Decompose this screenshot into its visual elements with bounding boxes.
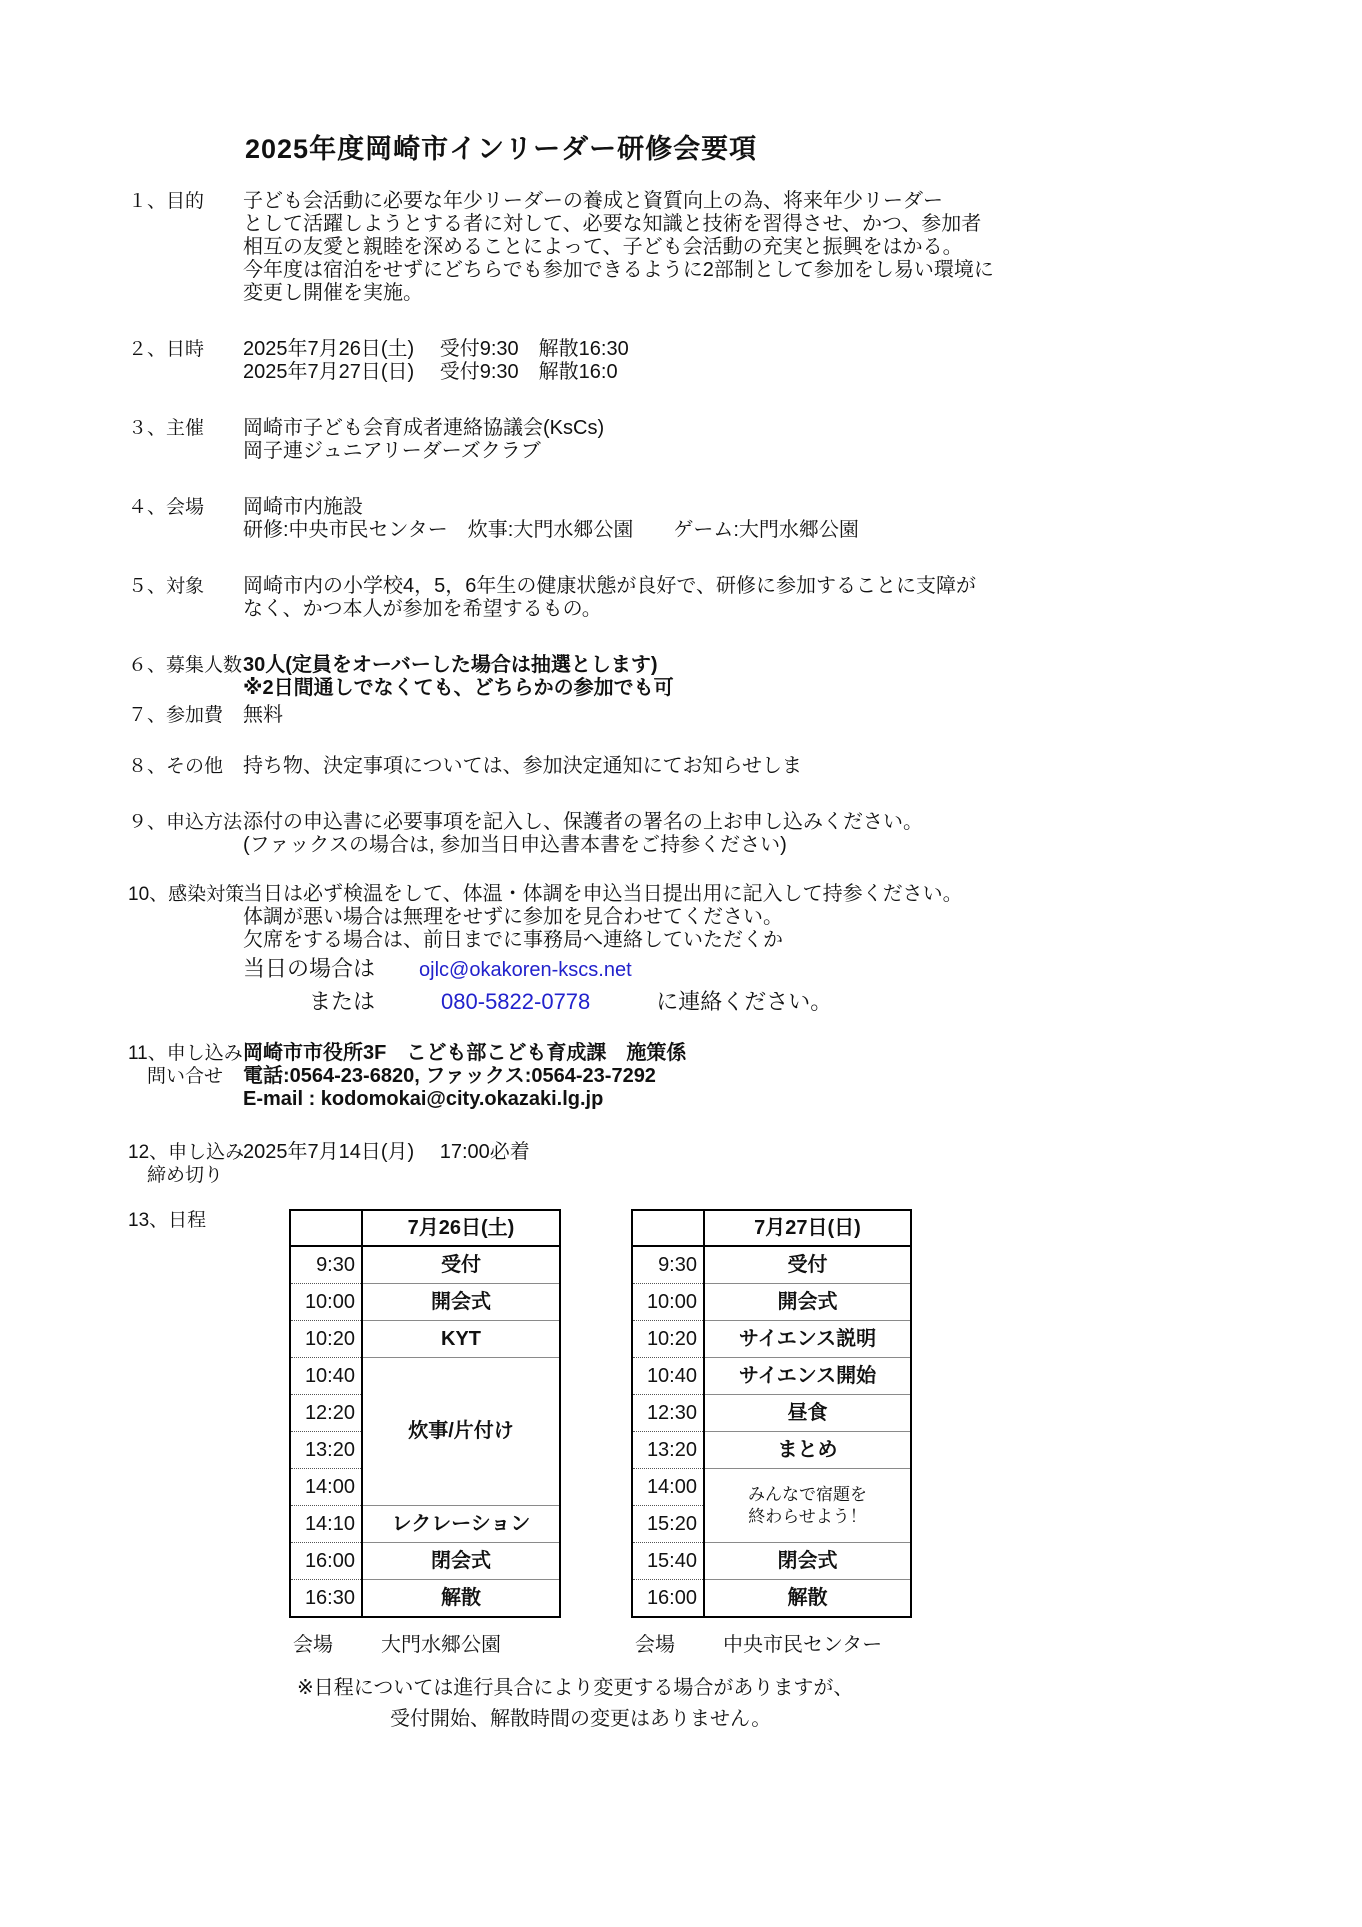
schedule-note-line: 受付開始、解散時間の変更はありません。 xyxy=(390,1708,772,1730)
section-label-line: 締め切り xyxy=(128,1165,224,1186)
schedule-note xyxy=(243,1673,1322,1735)
content-line: 30人(定員をオーバーした場合は抽選とします) xyxy=(243,654,658,676)
time-cell: 9:30 xyxy=(290,1246,362,1284)
table-date-header: 7月26日(土) xyxy=(362,1210,560,1246)
activity-cell: 炊事/片付け xyxy=(362,1358,560,1506)
content-line: 電話:0564-23-6820, ファックス:0564-23-7292 xyxy=(243,1065,656,1087)
table-body xyxy=(290,1246,560,1617)
activity-cell: レクレーション xyxy=(362,1506,560,1543)
table-row xyxy=(290,1506,560,1543)
activity-cell: 開会式 xyxy=(362,1284,560,1321)
schedule-table-block-saturday xyxy=(289,1209,561,1657)
text-segment: に連絡ください。 xyxy=(590,989,833,1014)
section-label-line: ６、募集人数 xyxy=(128,655,243,676)
section-organizer xyxy=(128,417,1322,463)
content-line: E-mail : kodomokai@city.okazaki.lg.jp xyxy=(243,1088,604,1110)
section-label-line: ９、申込方法 xyxy=(128,812,243,833)
content-line: 2025年7月27日(日) 受付9:30 解散16:0 xyxy=(243,361,618,383)
schedule-table-sunday xyxy=(631,1209,912,1618)
activity-cell: 昼食 xyxy=(704,1395,911,1432)
section-label-line: ５、対象 xyxy=(128,576,205,597)
activity-cell: 受付 xyxy=(441,1253,481,1276)
table-row xyxy=(632,1358,911,1395)
section-label xyxy=(128,704,243,727)
section-label-line: 12、申し込み xyxy=(128,1142,245,1163)
section-venue xyxy=(128,496,1322,542)
activity-cell: 解散 xyxy=(704,1580,911,1618)
schedule-table-saturday xyxy=(289,1209,561,1618)
section-datetime xyxy=(128,338,1322,384)
section-label xyxy=(128,755,243,778)
activity-line: 終わらせよう！ xyxy=(748,1506,867,1526)
table-row xyxy=(632,1246,911,1284)
time-cell: 10:00 xyxy=(290,1284,362,1321)
schedule-label xyxy=(128,1209,243,1735)
section-deadline xyxy=(128,1141,1322,1187)
content-line: 体調が悪い場合は無理をせずに参加を見合わせてください。 xyxy=(243,906,783,928)
content-line: 岡崎市内の小学校4，5，6年生の健康状態が良好で、研修に参加することに支障が xyxy=(243,575,976,597)
section-label-line: １、目的 xyxy=(128,191,205,212)
section-label: 13、日程 xyxy=(128,1210,207,1231)
section-label-line: 11、申し込み xyxy=(128,1043,243,1064)
section-content xyxy=(243,654,1322,700)
content-line: 岡崎市内施設 xyxy=(243,496,363,518)
section-application-method xyxy=(128,811,1322,857)
time-cell: 13:20 xyxy=(632,1432,704,1469)
content-line xyxy=(243,985,1322,1018)
activity-cell: 受付 xyxy=(787,1253,828,1276)
venue-name: 大門水郷公園 xyxy=(381,1634,501,1656)
time-cell: 16:00 xyxy=(290,1543,362,1580)
time-cell: 15:40 xyxy=(632,1543,704,1580)
section-content xyxy=(243,190,1322,305)
time-cell: 12:20 xyxy=(290,1395,362,1432)
content-line: ※2日間通しでなくても、どちらかの参加でも可 xyxy=(243,677,674,699)
table-row xyxy=(290,1543,560,1580)
section-label xyxy=(128,1141,243,1187)
venue-line-saturday xyxy=(289,1634,561,1657)
activity-cell: 開会式 xyxy=(704,1284,911,1321)
table-row xyxy=(632,1580,911,1618)
table-row xyxy=(632,1432,911,1469)
section-label-line: ７、参加費 xyxy=(128,705,224,726)
table-row xyxy=(290,1246,560,1284)
table-body xyxy=(632,1246,911,1617)
table-corner-cell xyxy=(632,1210,704,1246)
table-row xyxy=(290,1580,560,1618)
table-row xyxy=(632,1284,911,1321)
content-line: 岡子連ジュニアリーダーズクラブ xyxy=(243,440,541,462)
table-head xyxy=(632,1210,911,1246)
table-row xyxy=(290,1358,560,1395)
schedule-section xyxy=(128,1209,1322,1735)
time-cell: 15:20 xyxy=(632,1506,704,1543)
section-label xyxy=(128,811,243,857)
content-line: 2025年7月26日(土) 受付9:30 解散16:30 xyxy=(243,338,629,360)
section-fee xyxy=(128,704,1322,727)
sections-container xyxy=(128,190,1322,1187)
section-infection-control xyxy=(128,883,1322,1018)
activity-cell: KYT xyxy=(362,1321,560,1358)
section-label xyxy=(128,190,243,305)
table-corner-cell xyxy=(290,1210,362,1246)
section-contact xyxy=(128,1042,1322,1111)
section-content xyxy=(243,1141,1322,1187)
content-line: 子ども会活動に必要な年少リーダーの養成と資質向上の為、将来年少リーダー xyxy=(243,190,943,212)
time-cell: 10:20 xyxy=(632,1321,704,1358)
table-row xyxy=(632,1395,911,1432)
section-label-line: ２、日時 xyxy=(128,339,205,360)
section-content xyxy=(243,704,1322,727)
schedule-tables-row xyxy=(243,1209,1322,1657)
section-content xyxy=(243,575,1322,621)
section-capacity xyxy=(128,654,1322,700)
time-cell: 16:00 xyxy=(632,1580,704,1618)
section-label-line: 問い合せ xyxy=(128,1066,224,1087)
section-content xyxy=(243,496,1322,542)
venue-name: 中央市民センター xyxy=(723,1634,883,1656)
section-label xyxy=(128,654,243,700)
section-other xyxy=(128,755,1322,778)
time-cell: 9:30 xyxy=(632,1246,704,1284)
text-segment: 080-5822-0778 xyxy=(441,989,591,1014)
time-cell: 10:40 xyxy=(632,1358,704,1395)
content-line: 欠席をする場合は、前日までに事務局へ連絡していただくか xyxy=(243,929,783,951)
activity-cell: サイエンス説明 xyxy=(704,1321,911,1358)
section-label-line: ３、主催 xyxy=(128,418,205,439)
time-cell: 14:10 xyxy=(290,1506,362,1543)
table-row xyxy=(290,1321,560,1358)
table-head xyxy=(290,1210,560,1246)
section-content xyxy=(243,1042,1322,1111)
content-line xyxy=(243,952,1322,985)
time-cell: 10:20 xyxy=(290,1321,362,1358)
time-cell: 10:00 xyxy=(632,1284,704,1321)
page-title: 2025年度岡崎市インリーダー研修会要項 xyxy=(245,134,758,164)
content-line: 添付の申込書に必要事項を記入し、保護者の署名の上お申し込みください。 xyxy=(243,811,923,833)
time-cell: 14:00 xyxy=(290,1469,362,1506)
time-cell: 14:00 xyxy=(632,1469,704,1506)
section-label-line: 10、感染対策 xyxy=(128,884,245,905)
time-cell: 10:40 xyxy=(290,1358,362,1395)
text-segment: 当日の場合は xyxy=(243,956,420,981)
content-line: 当日は必ず検温をして、体温・体調を申込当日提出用に記入して持参ください。 xyxy=(243,883,963,905)
time-cell: 12:30 xyxy=(632,1395,704,1432)
text-segment: ojlc@okakoren-kscs.net xyxy=(419,959,632,981)
venue-label: 会場 xyxy=(635,1634,675,1656)
section-label xyxy=(128,338,243,384)
table-row xyxy=(290,1284,560,1321)
section-content xyxy=(243,417,1322,463)
content-line: 岡崎市子ども会育成者連絡協議会(KsCs) xyxy=(243,417,605,439)
table-header-row xyxy=(290,1210,560,1246)
content-line: 2025年7月14日(月) 17:00必着 xyxy=(243,1141,530,1163)
section-purpose xyxy=(128,190,1322,305)
activity-cell: 閉会式 xyxy=(704,1543,911,1580)
activity-line: みんなで宿題を xyxy=(748,1484,867,1504)
venue-line-sunday xyxy=(631,1634,912,1657)
table-date-header: 7月27日(日) xyxy=(704,1210,911,1246)
content-line: 研修:中央市民センター 炊事:大門水郷公園 ゲーム:大門水郷公園 xyxy=(243,519,859,541)
text-segment: または xyxy=(243,989,376,1014)
schedule-note-line: ※日程については進行具合により変更する場合がありますが、 xyxy=(297,1677,854,1699)
activity-cell: サイエンス開始 xyxy=(704,1358,911,1395)
section-label xyxy=(128,496,243,542)
activity-cell: まとめ xyxy=(704,1432,911,1469)
content-line: 無料 xyxy=(243,704,283,726)
time-cell: 16:30 xyxy=(290,1580,362,1618)
table-row xyxy=(632,1469,911,1506)
content-line: 今年度は宿泊をせずにどちらでも参加できるように2部制として参加をし易い環境に xyxy=(243,259,994,281)
section-content xyxy=(243,338,1322,384)
content-line: 変更し開催を実施。 xyxy=(243,282,423,304)
table-header-row xyxy=(632,1210,911,1246)
content-line: 相互の友愛と親睦を深めることによって、子ども会活動の充実と振興をはかる。 xyxy=(243,236,963,258)
time-cell: 13:20 xyxy=(290,1432,362,1469)
activity-cell: 閉会式 xyxy=(362,1543,560,1580)
activity-cell xyxy=(704,1469,911,1543)
schedule-table-block-sunday xyxy=(631,1209,912,1657)
section-label xyxy=(128,883,243,1018)
content-line: 持ち物、決定事項については、参加決定通知にてお知らせしま xyxy=(243,755,802,777)
section-content xyxy=(243,811,1322,857)
section-label-line: ８、その他 xyxy=(128,756,224,777)
activity-cell: 解散 xyxy=(362,1580,560,1618)
section-label xyxy=(128,1042,243,1111)
content-line: 岡崎市市役所3F こども部こども育成課 施策係 xyxy=(243,1042,687,1064)
content-line: (ファックスの場合は, 参加当日申込書本書をご持参ください) xyxy=(243,834,787,856)
table-row xyxy=(632,1543,911,1580)
section-eligibility xyxy=(128,575,1322,621)
content-line: なく、かつ本人が参加を希望するもの。 xyxy=(243,598,602,620)
content-line: として活躍しようとする者に対して、必要な知識と技術を習得させ、かつ、参加者 xyxy=(243,213,982,235)
table-row xyxy=(632,1321,911,1358)
section-label xyxy=(128,575,243,621)
text-segment xyxy=(375,989,441,1014)
section-content xyxy=(243,883,1322,1018)
schedule-body xyxy=(243,1209,1322,1735)
section-label xyxy=(128,417,243,463)
section-content xyxy=(243,755,1322,778)
venue-label: 会場 xyxy=(293,1634,333,1656)
section-label-line: ４、会場 xyxy=(128,497,205,518)
